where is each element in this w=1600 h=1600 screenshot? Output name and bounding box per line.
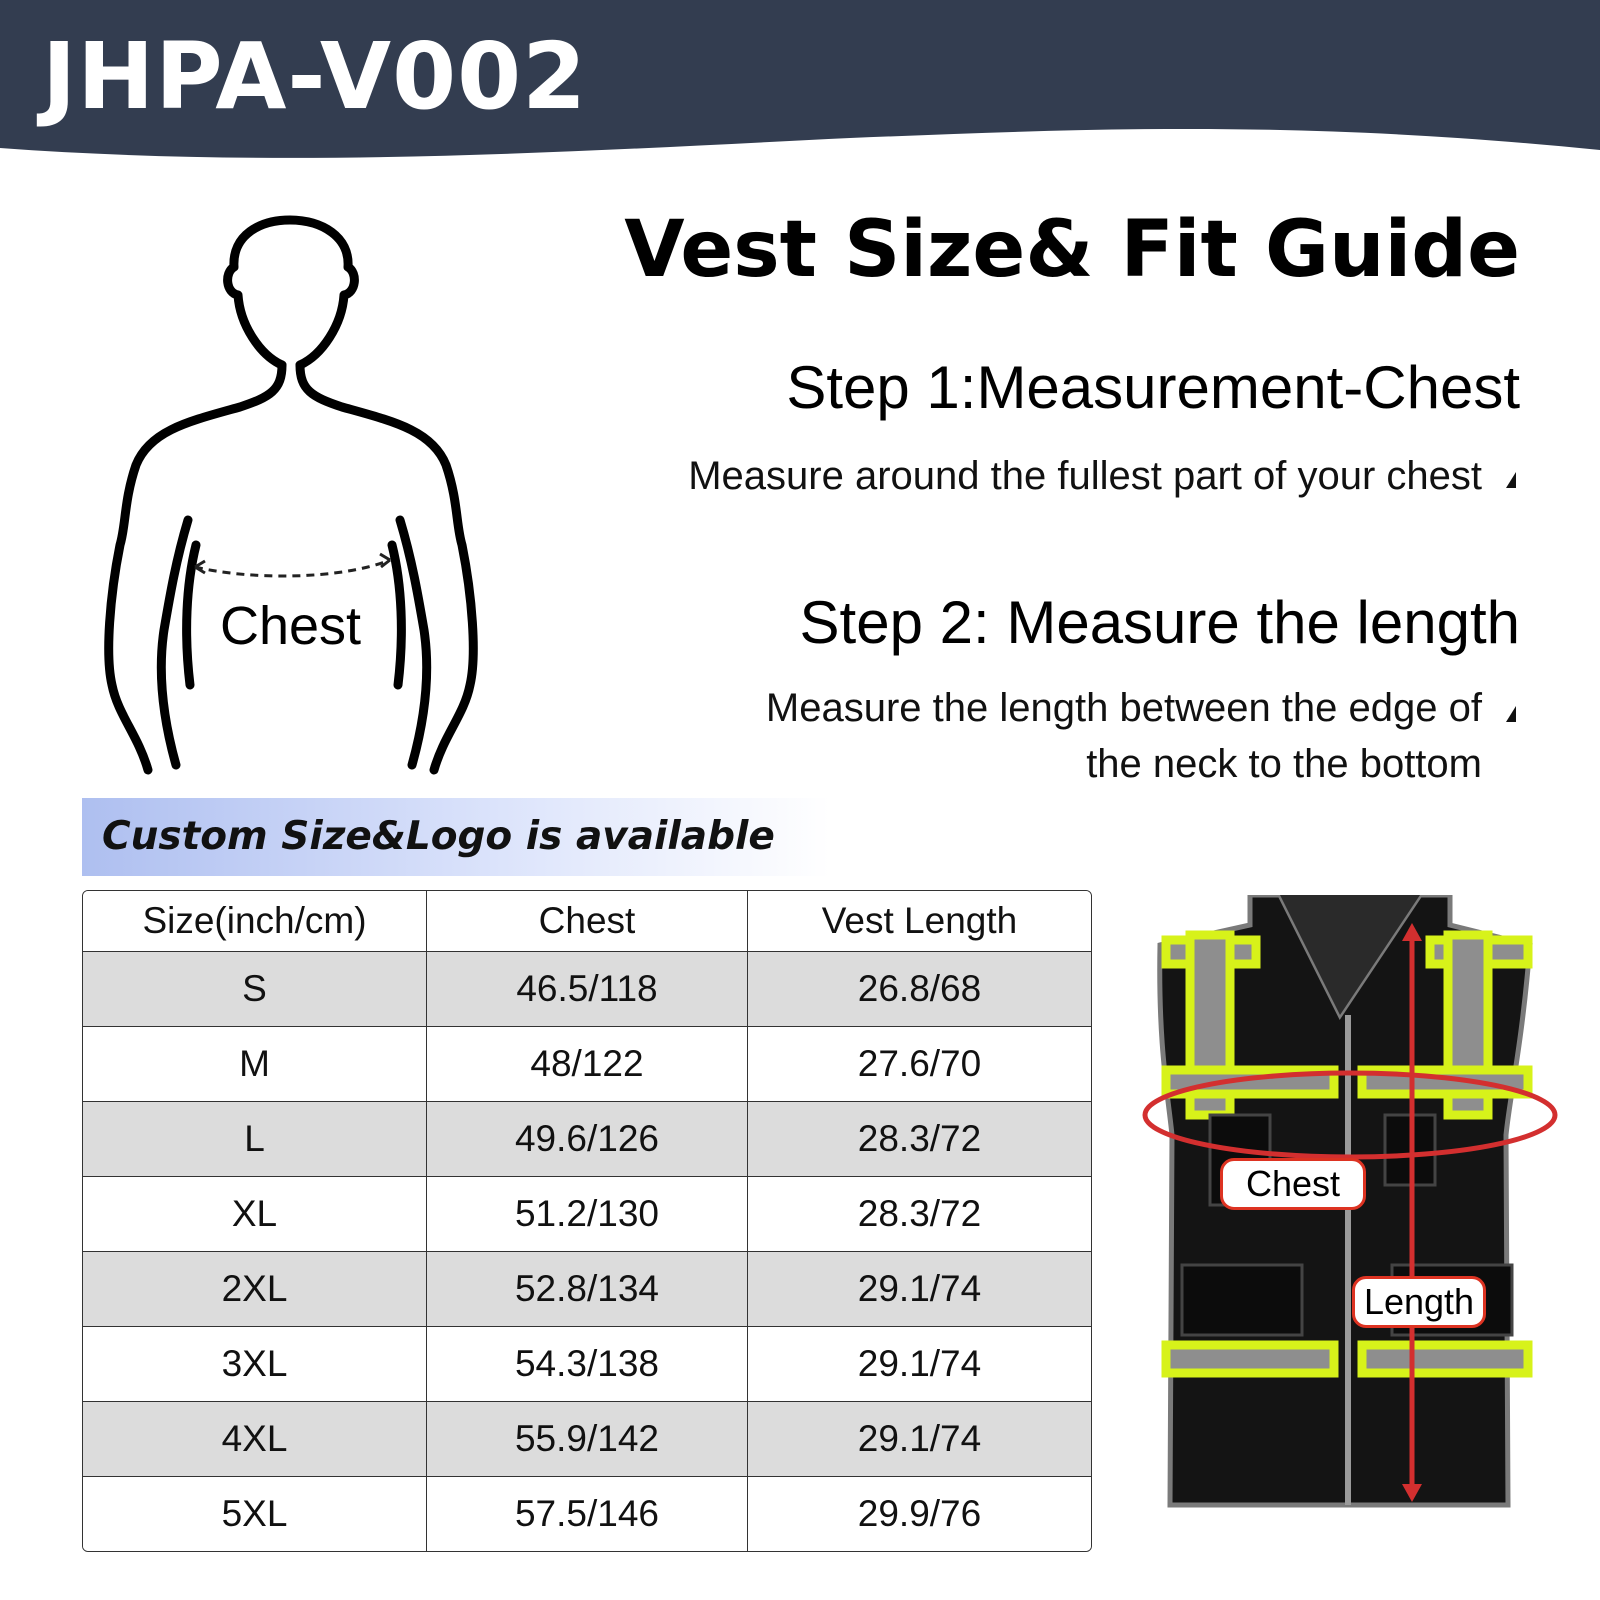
cell-chest: 55.9/142 bbox=[427, 1402, 748, 1477]
step2-description bbox=[766, 680, 1482, 792]
step1-description: Measure around the fullest part of your chest bbox=[688, 454, 1482, 498]
cell-size: S bbox=[83, 952, 427, 1027]
table-row bbox=[83, 1477, 1091, 1551]
table-header-row bbox=[83, 891, 1091, 952]
header-size: Size(inch/cm) bbox=[83, 891, 427, 952]
cell-size: L bbox=[83, 1102, 427, 1177]
step2-title: Step 2: Measure the length bbox=[799, 589, 1520, 656]
cell-size: 2XL bbox=[83, 1252, 427, 1327]
step1-title: Step 1:Measurement-Chest bbox=[786, 354, 1520, 421]
cell-size: M bbox=[83, 1027, 427, 1102]
cell-chest: 54.3/138 bbox=[427, 1327, 748, 1402]
cell-size: 5XL bbox=[83, 1477, 427, 1551]
cell-chest: 49.6/126 bbox=[427, 1102, 748, 1177]
cell-chest: 46.5/118 bbox=[427, 952, 748, 1027]
cell-chest: 52.8/134 bbox=[427, 1252, 748, 1327]
table-row bbox=[83, 1252, 1091, 1327]
model-number: JHPA-V002 bbox=[42, 23, 588, 130]
cell-length: 28.3/72 bbox=[748, 1102, 1091, 1177]
table-row bbox=[83, 1177, 1091, 1252]
cell-length: 29.1/74 bbox=[748, 1252, 1091, 1327]
bullet-icon bbox=[1500, 700, 1518, 724]
vest-chest-label: Chest bbox=[1220, 1158, 1366, 1210]
step2-description-line2: the neck to the bottom bbox=[1086, 742, 1482, 786]
cell-length: 29.1/74 bbox=[748, 1402, 1091, 1477]
table-row bbox=[83, 1327, 1091, 1402]
cell-length: 27.6/70 bbox=[748, 1027, 1091, 1102]
cell-length: 29.9/76 bbox=[748, 1477, 1091, 1551]
header-vest-length: Vest Length bbox=[748, 891, 1091, 952]
cell-chest: 57.5/146 bbox=[427, 1477, 748, 1551]
table-row bbox=[83, 1102, 1091, 1177]
cell-length: 29.1/74 bbox=[748, 1327, 1091, 1402]
cell-size: XL bbox=[83, 1177, 427, 1252]
header-chest: Chest bbox=[427, 891, 748, 952]
body-outline-figure bbox=[100, 215, 500, 780]
cell-chest: 48/122 bbox=[427, 1027, 748, 1102]
vest-length-label: Length bbox=[1352, 1276, 1486, 1328]
bullet-icon bbox=[1500, 466, 1518, 490]
figure-chest-label: Chest bbox=[220, 596, 362, 656]
custom-size-text: Custom Size&Logo is available bbox=[102, 814, 775, 859]
table-row bbox=[83, 1027, 1091, 1102]
custom-size-banner bbox=[82, 798, 830, 876]
table-row bbox=[83, 952, 1091, 1027]
table-row bbox=[83, 1402, 1091, 1477]
vest-illustration bbox=[1130, 895, 1570, 1535]
cell-length: 28.3/72 bbox=[748, 1177, 1091, 1252]
cell-length: 26.8/68 bbox=[748, 952, 1091, 1027]
step2-description-line1: Measure the length between the edge of bbox=[765, 686, 1482, 730]
size-table bbox=[82, 890, 1092, 1552]
guide-title: Vest Size& Fit Guide bbox=[624, 205, 1520, 295]
cell-chest: 51.2/130 bbox=[427, 1177, 748, 1252]
cell-size: 3XL bbox=[83, 1327, 427, 1402]
cell-size: 4XL bbox=[83, 1402, 427, 1477]
